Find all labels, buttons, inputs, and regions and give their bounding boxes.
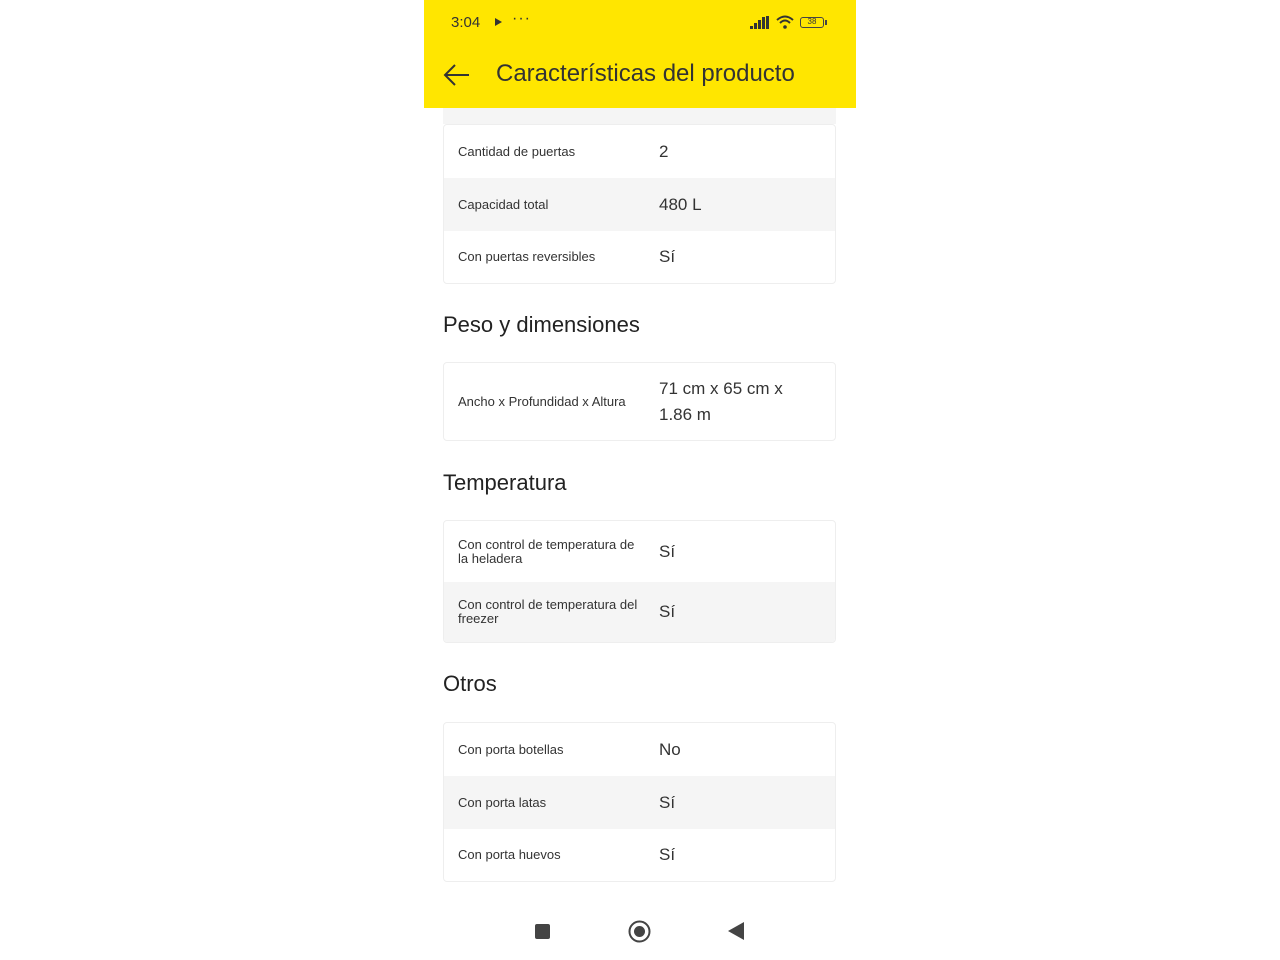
phone-screen [424,0,856,960]
spec-value: 480 L [659,194,702,214]
spec-label: Con porta latas [458,794,547,810]
table-row [444,582,835,642]
circle-icon[interactable] [628,920,651,943]
wifi-icon [776,15,794,29]
spec-value: Sí [659,845,676,864]
spec-label: Con control de temperatura de la heladera [458,536,635,566]
spec-label: Ancho x Profundidad x Altura [458,393,626,409]
triangle-back-icon[interactable] [728,922,744,940]
spec-table-otros [443,722,836,882]
app-bar [424,0,856,108]
table-row [444,231,835,283]
spec-table-peso-dimensiones [443,362,836,441]
spec-value: 2 [659,141,669,161]
spec-value: Sí [659,541,676,561]
more-notifications-icon: ··· [512,10,531,27]
table-row [444,521,835,582]
table-row [444,776,835,829]
spec-table-general [443,124,836,284]
status-time: 3:04 [451,14,481,31]
section-title-otros: Otros [443,671,497,696]
spec-label: Con puertas reversibles [458,249,596,264]
spec-label: Con porta huevos [458,847,561,862]
table-row [444,363,835,440]
section-title-temperatura: Temperatura [443,470,567,495]
square-icon[interactable] [535,924,550,939]
table-row [444,178,835,231]
spec-table-temperatura [443,520,836,643]
table-row [444,723,835,776]
spec-value: Sí [659,247,676,266]
page-title: Características del producto [496,60,795,87]
system-nav-bar [424,900,856,960]
spec-label: Con porta botellas [458,741,564,757]
battery-icon: 38 [800,17,824,28]
section-title-peso-dimensiones: Peso y dimensiones [443,312,640,337]
status-bar [424,0,856,46]
spec-value: Sí [659,792,676,812]
spec-value: 71 cm x 65 cm x 1.86 m [659,378,783,424]
spec-value: Sí [659,602,676,621]
back-arrow-icon[interactable] [442,60,472,90]
spec-label: Con control de temperatura del freezer [458,597,638,626]
table-row [444,829,835,881]
table-row-partial [443,108,836,124]
battery-tip [825,20,827,25]
play-icon [495,18,502,26]
spec-label: Capacidad total [458,196,549,212]
signal-icon [750,16,770,29]
table-row [444,125,835,178]
spec-label: Cantidad de puertas [458,143,576,159]
spec-value: No [659,739,681,759]
